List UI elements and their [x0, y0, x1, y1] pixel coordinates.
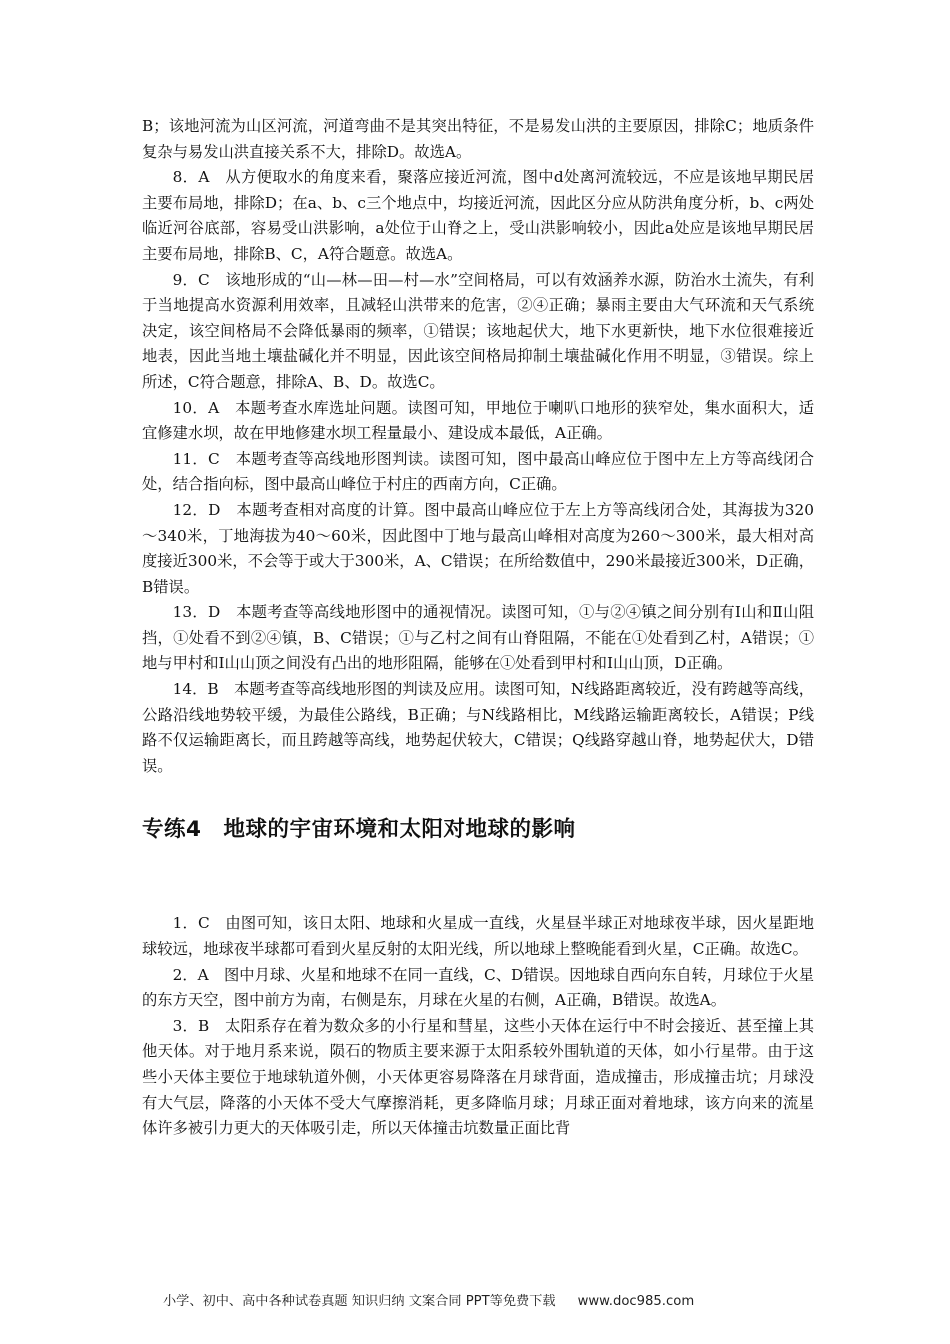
document-body [142, 114, 814, 1142]
answer-paragraph: 14．B 本题考查等高线地形图的判读及应用。读图可知，N线路距离较近，没有跨越等高线，公路沿线地势较平缓，为最佳公路线，B正确；与N线路相比，M线路运输距离较长，A错误；P线路不仅运输距离长，而且跨越等高线，地势起伏较大，C错误；Q线路穿越山脊，地势起伏大，D错误。 [142, 680, 814, 775]
answer-paragraph: 2．A 图中月球、火星和地球不在同一直线，C、D错误。因地球自西向东自转，月球位于火星的东方天空，图中前方为南，右侧是东，月球在火星的右侧，A正确，B错误。故选A。 [142, 965, 814, 1010]
answer-paragraph: 1．C 由图可知，该日太阳、地球和火星成一直线，火星昼半球正对地球夜半球，因火星距地球较远，地球夜半球都可看到火星反射的太阳光线，所以地球上整晚能看到火星，C正确。故选C。 [142, 914, 814, 959]
answer-paragraph: B；该地河流为山区河流，河道弯曲不是其突出特征，不是易发山洪的主要原因，排除C；地质条件复杂与易发山洪直接关系不大，排除D。故选A。 [142, 117, 814, 161]
answer-paragraph: 8．A 从方便取水的角度来看，聚落应接近河流，图中d处离河流较远，不应是该地早期民居主要布局地，排除D；在a、b、c三个地点中，均接近河流，因此区分应从防洪角度分析，b、c两处临近河谷底部，容易受山洪影响，a处位于山脊之上，受山洪影响较小，因此a处应是该地早期民居主要布局地，排除B、C，A符合题意。故选A。 [142, 168, 814, 263]
answer-paragraph: 10．A 本题考查水库选址问题。读图可知，甲地位于喇叭口地形的狭窄处，集水面积大，适宜修建水坝，故在甲地修建水坝工程量最小、建设成本最低，A正确。 [142, 398, 814, 443]
answer-paragraph: 13．D 本题考查等高线地形图中的通视情况。读图可知，①与②④镇之间分别有Ⅰ山和Ⅱ山阻挡，①处看不到②④镇，B、C错误；①与乙村之间有山脊阻隔，不能在①处看到乙村，A错误；①地与甲村和Ⅰ山山顶之间没有凸出的地形阻隔，能够在①处看到甲村和Ⅰ山山顶，D正确。 [142, 603, 814, 673]
answer-paragraph: 9．C 该地形成的“山—林—田—村—水”空间格局，可以有效涵养水源，防治水土流失，有利于当地提高水资源利用效率，且减轻山洪带来的危害，②④正确；暴雨主要由大气环流和天气系统决定，该空间格局不会降低暴雨的频率，①错误；该地起伏大，地下水更新快，地下水位很难接近地表，因此当地土壤盐碱化并不明显，因此该空间格局抑制土壤盐碱化作用不明显，③错误。综上所述，C符合题意，排除A、B、D。故选C。 [142, 270, 814, 391]
section-heading: 专练4 地球的宇宙环境和太阳对地球的影响 [142, 817, 576, 843]
page-footer [163, 1290, 803, 1309]
answer-paragraph: 12．D 本题考查相对高度的计算。图中最高山峰应位于左上方等高线闭合处，其海拔为320～340米，丁地海拔为40～60米，因此图中丁地与最高山峰相对高度为260～300米，最大相对高度接近300米，不会等于或大于300米，A、C错误；在所给数值中，290米最接近300米，D正确，B错误。 [142, 500, 814, 596]
footer-text: 小学、初中、高中各种试卷真题 知识归纳 文案合同 PPT等免费下载 [163, 1294, 556, 1309]
answer-paragraph: 3．B 太阳系存在着为数众多的小行星和彗星，这些小天体在运行中不时会接近、甚至撞上其他天体。对于地月系来说，陨石的物质主要来源于太阳系较外围轨道的天体，如小行星带。由于这些小天体主要位于地球轨道外侧，小天体更容易降落在月球背面，造成撞击，形成撞击坑；月球没有大气层，降落的小天体不受大气摩擦消耗，更多降临月球；月球正面对着地球，该方向来的流星体许多被引力更大的天体吸引走，所以天体撞击坑数量正面比背 [142, 1016, 814, 1138]
footer-site: www.doc985.com [577, 1294, 695, 1309]
answer-paragraph: 11．C 本题考查等高线地形图判读。读图可知，图中最高山峰应位于图中左上方等高线闭合处，结合指向标，图中最高山峰位于村庄的西南方向，C正确。 [142, 449, 814, 494]
